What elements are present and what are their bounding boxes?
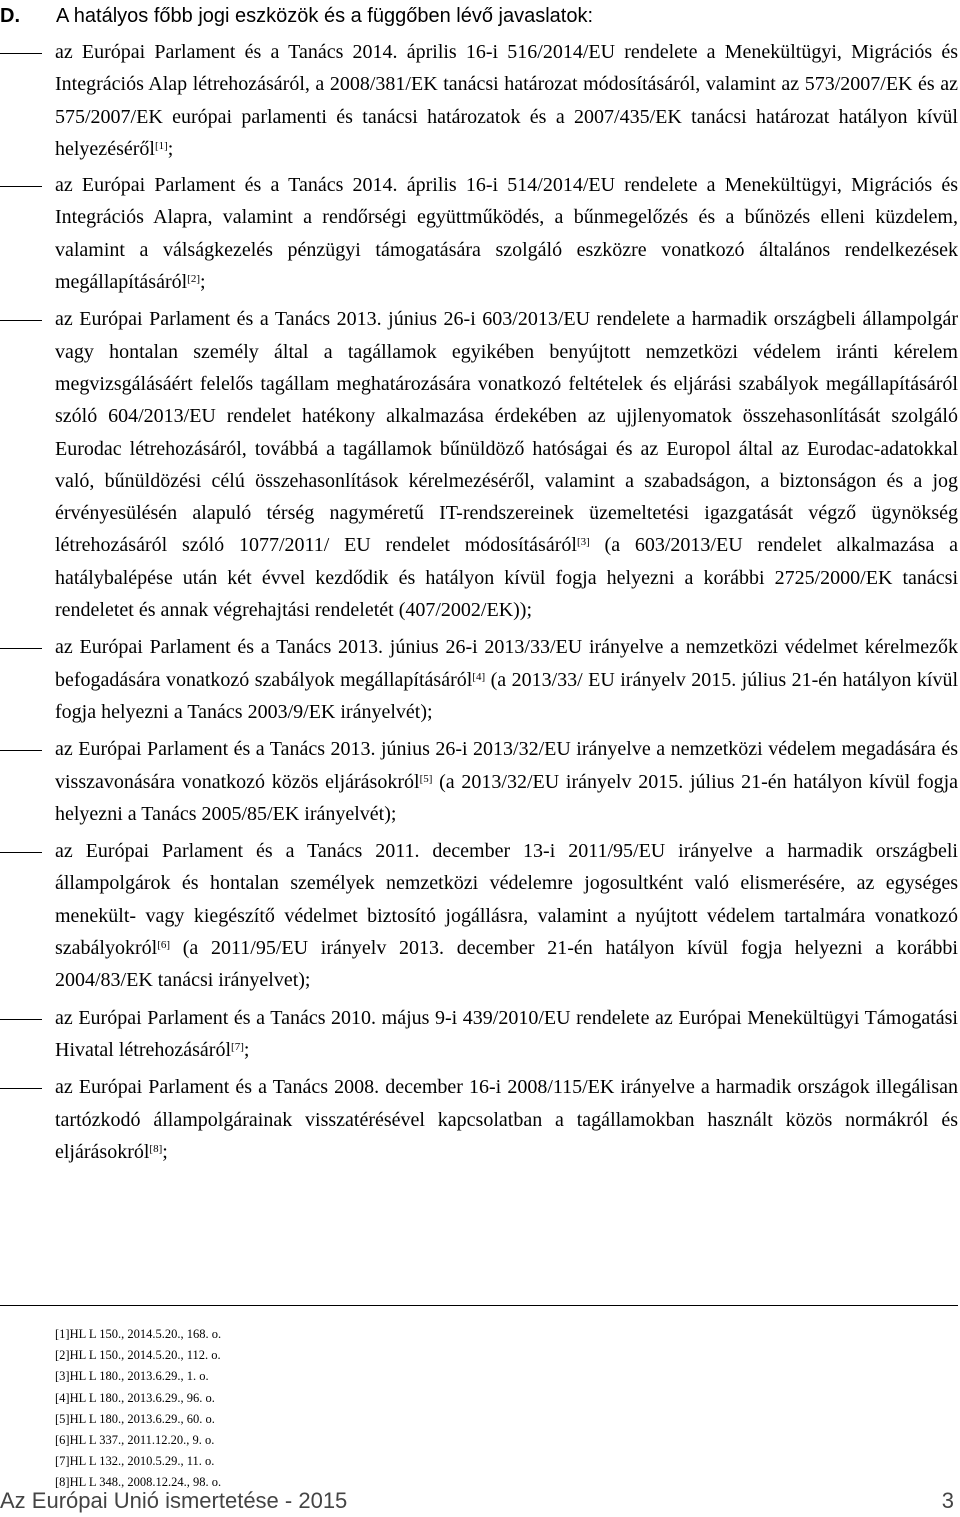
list-item	[0, 733, 958, 830]
section-letter: D.	[0, 5, 20, 27]
section-heading	[0, 0, 593, 32]
footnote-ref-link[interactable]: [3]	[576, 536, 590, 549]
dash-bullet	[0, 320, 42, 321]
item-text: az Európai Parlament és a Tanács 2011. december 13-i 2011/95/EU irányelve a harmadik országbeli állampolgárok és hontalan személyek nemzetközi védelemre jogosultként való elismerésére, az egységes menekült- vagy kiegészítő védelmet biztosító jogállásra, valamint a nyújtott védelem tartalmára vonatkozó szabályokról	[55, 840, 958, 960]
dash-bullet	[0, 852, 42, 853]
list-item	[0, 835, 958, 996]
item-text: az Európai Parlament és a Tanács 2008. december 16-i 2008/115/EK irányelve a harmadik országok illegálisan tartózkodó állampolgárainak visszatérésével kapcsolatban a tagállamokban használt közös normákról és eljárásokról	[55, 1076, 958, 1163]
item-tail: ;	[167, 137, 174, 160]
dash-bullet	[0, 53, 42, 54]
footnote: [1]HL L 150., 2014.5.20., 168. o.	[55, 1327, 222, 1341]
footnote-ref-link[interactable]: [1]	[154, 139, 168, 152]
footnote-ref-link[interactable]: [6]	[157, 939, 171, 952]
footnote: [7]HL L 132., 2010.5.29., 11. o.	[55, 1454, 215, 1469]
footnote-separator	[0, 1305, 958, 1306]
footnote: [3]HL L 180., 2013.6.29., 1. o.	[55, 1369, 209, 1384]
item-text: az Európai Parlament és a Tanács 2013. június 26-i 2013/33/EU irányelve a nemzetközi védelmet kérelmezők befogadására vonatkozó szabályok megállapításáról	[55, 636, 958, 691]
item-tail: ;	[243, 1038, 250, 1061]
footnote-ref-link[interactable]: [4]	[472, 670, 486, 683]
list-item	[0, 169, 958, 298]
footnote: [5]HL L 180., 2013.6.29., 60. o.	[55, 1411, 215, 1426]
footnote-ref-link[interactable]: [5]	[419, 772, 433, 785]
list-item	[0, 1071, 958, 1168]
dash-bullet	[0, 750, 42, 751]
footnote: [6]HL L 337., 2011.12.20., 9. o.	[55, 1433, 215, 1448]
dash-bullet	[0, 186, 42, 187]
item-text: az Európai Parlament és a Tanács 2014. április 16-i 516/2014/EU rendelete a Menekültügyi, Migrációs és Integrációs Alap létrehozásáról, a 2008/381/EK tanácsi határozat módosításáról, valamint az 573/2007/EK és az 575/2007/EK európai parlamenti és tanácsi határozatok és a 2007/435/EK tanácsi határozat hatályon kívül helyezéséről	[55, 41, 958, 160]
item-tail: (a 2013/33/ EU irányelv 2015. július 21-én hatályon kívül fogja helyezni a Tanács 2003/9/EK irányelvét);	[55, 668, 959, 723]
page-number: 3	[941, 1488, 954, 1513]
dash-bullet	[0, 648, 42, 649]
dash-bullet	[0, 1019, 42, 1020]
item-tail: (a 2013/32/EU irányelv 2015. július 21-én hatályon kívül fogja helyezni a Tanács 2005/85/EK irányelvét);	[55, 770, 958, 825]
item-text: az Európai Parlament és a Tanács 2013. június 26-i 603/2013/EU rendelete a harmadik országbeli állampolgár vagy hontalan személy által a tagállamok egyikében benyújtott nemzetközi védelem iránti kérelem megvizsgálásáért felelős tagállam meghatározására vonatkozó feltételek és eljárási szabályok megállapításáról szóló 604/2013/EU rendelet hatékony alkalmazása érdekében az ujjlenyomatok összehasonlítását szolgáló Eurodac létrehozásáról, továbbá a tagállamok bűnüldöző hatóságai és az Europol által az Eurodac-adatokkal való, bűnüldözési célú összehasonlítások kérelmezéséről, valamint a szabadságon, a biztonságon és a jog érvényesülésén alapuló térség nagyméretű IT-rendszereinek üzemeltetési igazgatását végző ügynökség létrehozásáról szóló 1077/2011/ EU rendelet módosításáról	[55, 308, 958, 557]
page-footer	[0, 1487, 958, 1515]
item-tail: (a 2011/95/EU irányelv 2013. december 21-én hatályon kívül fogja helyezni a korábbi 2004/83/EK tanácsi irányelvet);	[55, 937, 958, 992]
item-text: az Európai Parlament és a Tanács 2010. május 9-i 439/2010/EU rendelete az Európai Menekültügyi Támogatási Hivatal létrehozásáról	[55, 1006, 958, 1061]
item-tail: ;	[200, 271, 206, 294]
footnote-ref-link[interactable]: [7]	[231, 1040, 244, 1053]
list-item	[0, 631, 958, 728]
footnotes	[55, 1324, 221, 1494]
item-tail: (a 603/2013/EU rendelet alkalmazása a hatálybalépése után két évvel kezdődik és hatályon kívül fogja helyezni a korábbi 2725/2000/EK tanácsi rendeletet és annak végrehajtási rendeletét (407/2002/EK));	[55, 534, 958, 622]
section-title: A hatályos főbb jogi eszközök és a függőben lévő javaslatok:	[56, 5, 594, 27]
dash-bullet	[0, 1088, 42, 1089]
footnote: [2]HL L 150., 2014.5.20., 112. o.	[55, 1348, 221, 1363]
item-text: az Európai Parlament és a Tanács 2014. április 16-i 514/2014/EU rendelete a Menekültügyi, Migrációs és Integrációs Alapra, valamint a rendőrségi együttműködés, a bűnmegelőzés és a bűnözés elleni küzdelem, valamint a válságkezelés pénzügyi támogatására szolgáló eszközre vonatkozó általános rendelkezések megállapításáról	[55, 174, 958, 294]
footnote: [4]HL L 180., 2013.6.29., 96. o.	[55, 1390, 215, 1405]
item-tail: ;	[162, 1140, 168, 1163]
list-item	[0, 1002, 958, 1067]
footer-title: Az Európai Unió ismertetése - 2015	[0, 1488, 348, 1513]
footnote-ref-link[interactable]: [2]	[187, 273, 200, 286]
footnote-ref-link[interactable]: [8]	[149, 1142, 163, 1155]
footnote: [8]HL L 348., 2008.12.24., 98. o.	[55, 1475, 222, 1490]
list-item	[0, 36, 958, 165]
item-text: az Európai Parlament és a Tanács 2013. június 26-i 2013/32/EU irányelve a nemzetközi védelem megadására és visszavonására vonatkozó közös eljárásokról	[55, 738, 958, 793]
legal-instruments-list	[0, 36, 958, 1173]
list-item	[0, 303, 958, 626]
